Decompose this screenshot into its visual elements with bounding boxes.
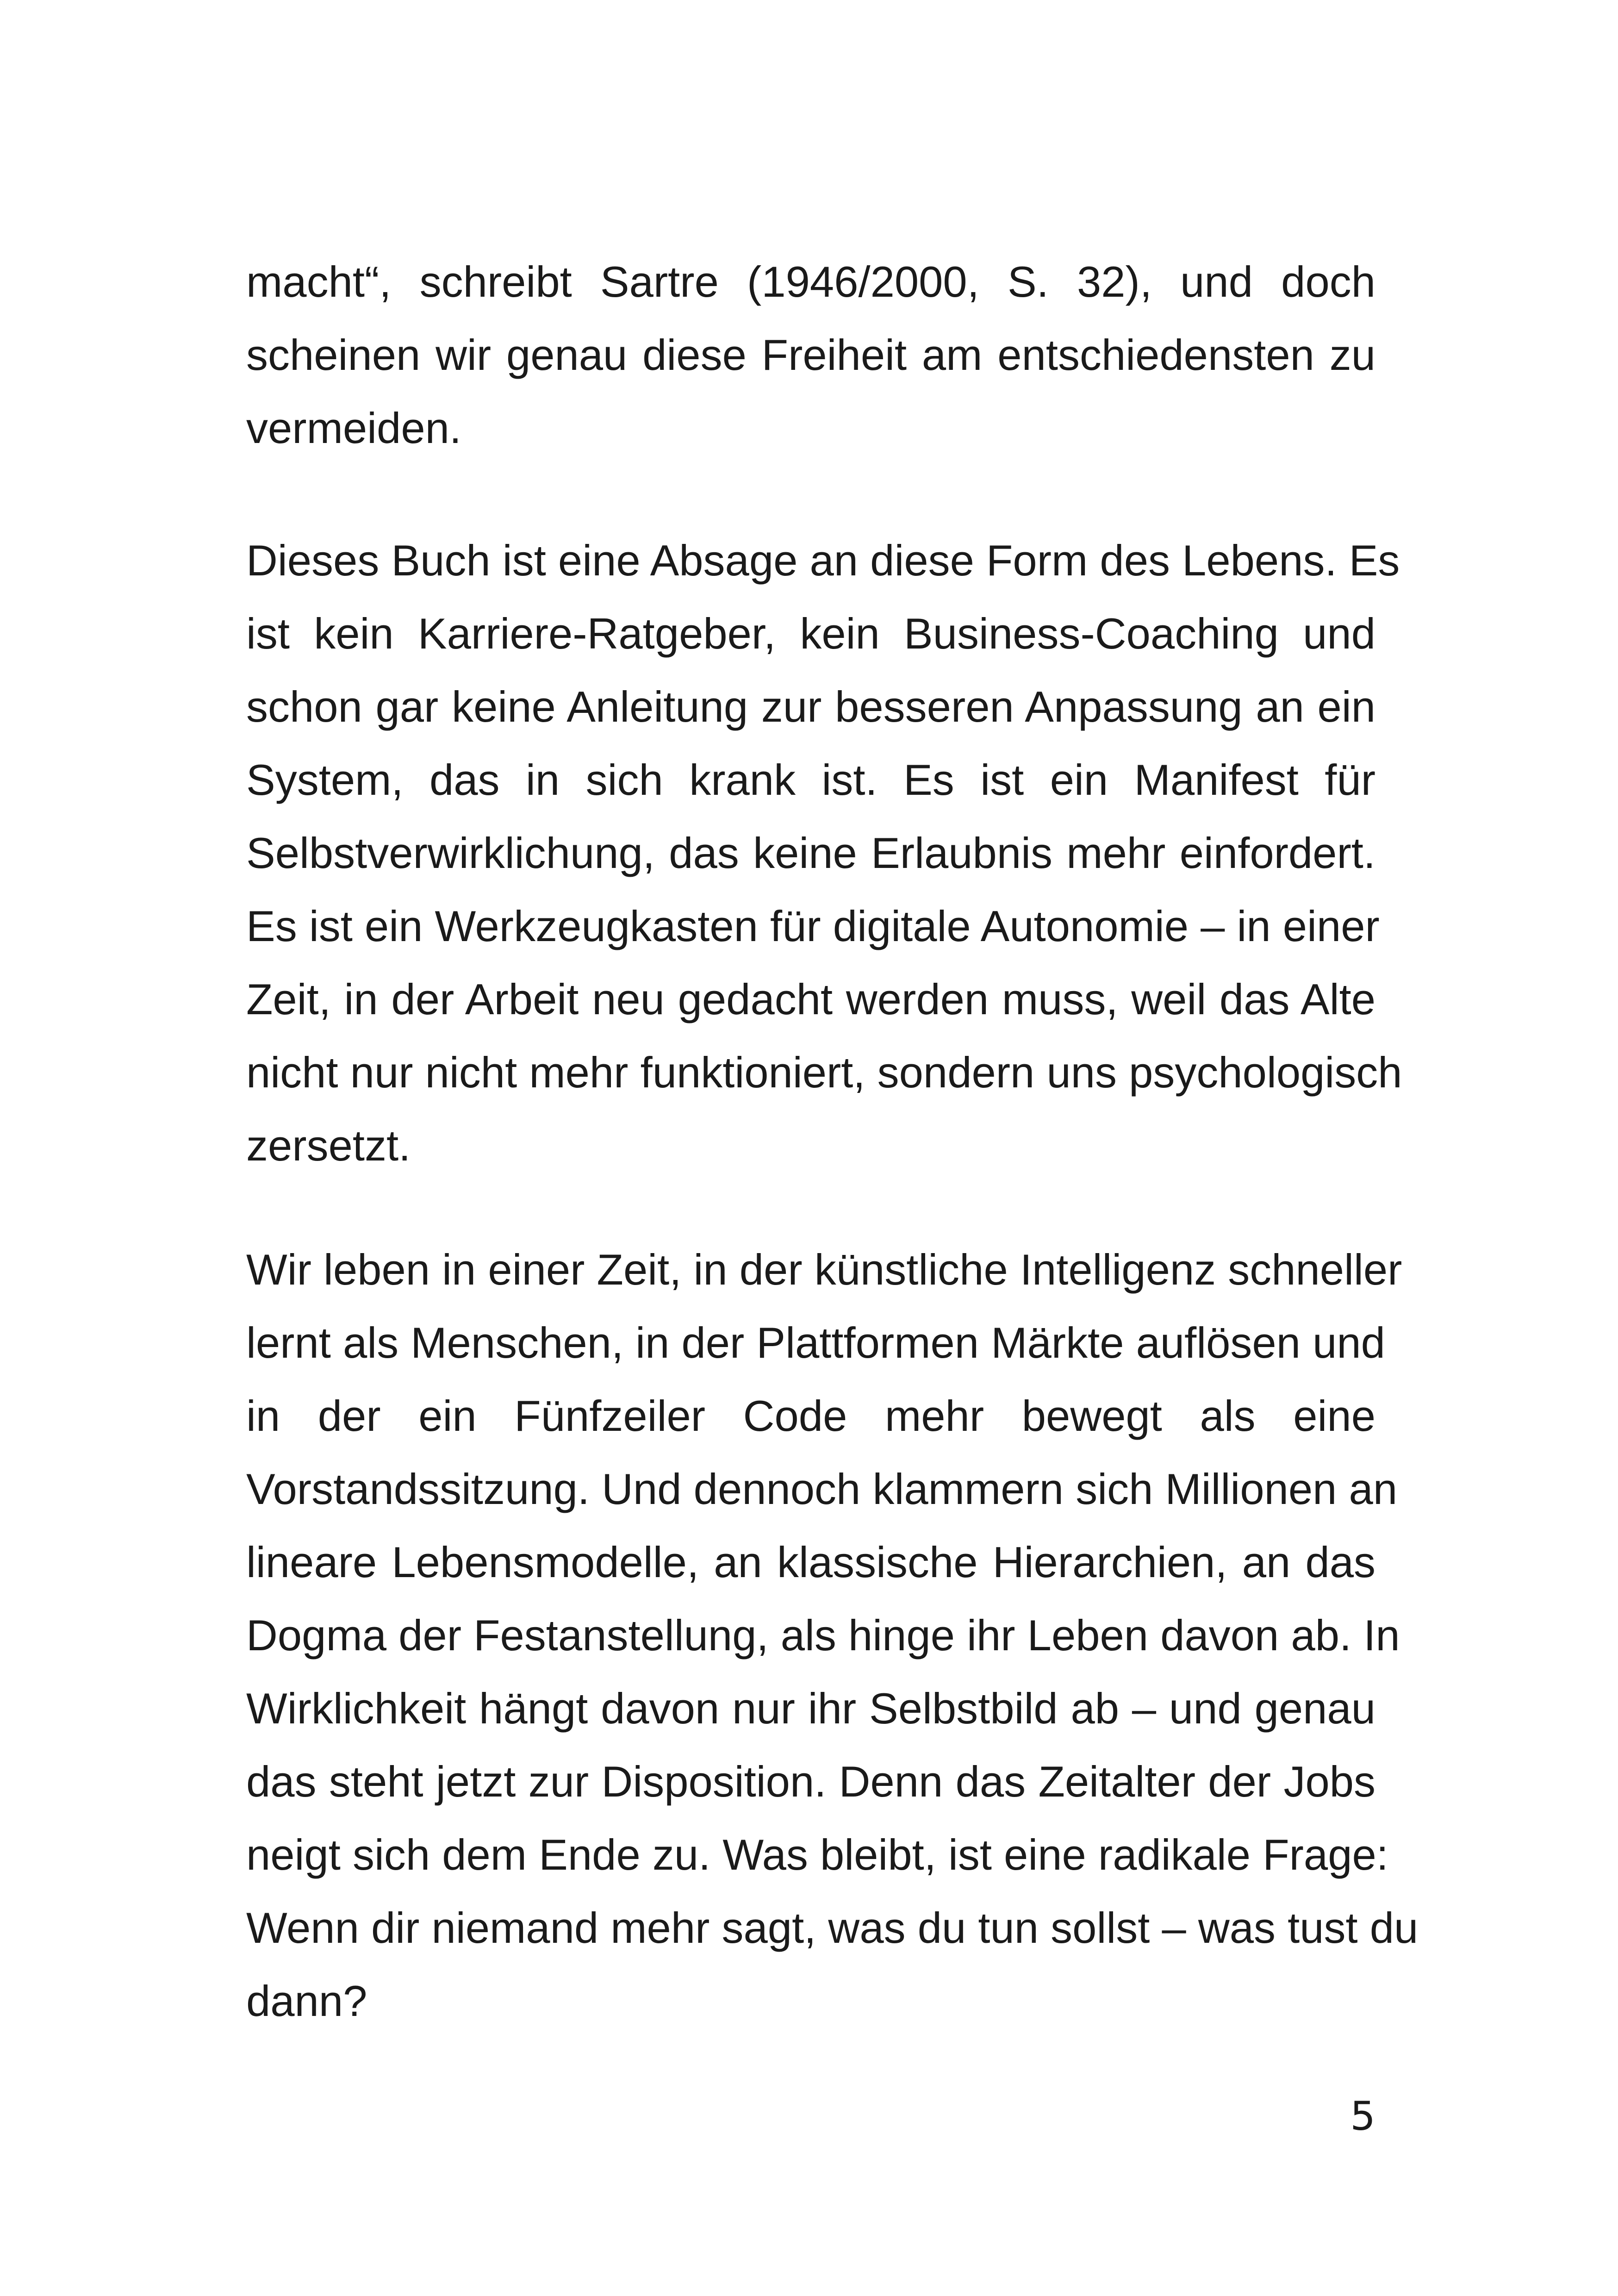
text-line: System, das in sich krank ist. Es ist ein Manifest für [246, 755, 1375, 804]
text-line: in der ein Fünfzeiler Code mehr bewegt als eine [246, 1391, 1375, 1440]
text-line: scheinen wir genau diese Freiheit am entschiedensten zu [246, 331, 1375, 379]
paragraph-1 [246, 245, 1375, 465]
text-line: lernt als Menschen, in der Plattformen Märkte auflösen und [246, 1318, 1385, 1367]
text-line: Dieses Buch ist eine Absage an diese Form des Lebens. Es [246, 536, 1400, 585]
paragraph-2 [246, 524, 1402, 1182]
text-line: Es ist ein Werkzeugkasten für digitale Autonomie – in einer [246, 902, 1380, 950]
text-line: Selbstverwirklichung, das keine Erlaubnis mehr einfordert. [246, 829, 1375, 877]
text-line: lineare Lebensmodelle, an klassische Hierarchien, an das [246, 1538, 1375, 1586]
text-line: macht“, schreibt Sartre (1946/2000, S. 32), und doch [246, 257, 1375, 306]
text-line: Zeit, in der Arbeit neu gedacht werden muss, weil das Alte [246, 975, 1375, 1023]
paragraph-3 [246, 1233, 1419, 2038]
text-line: Wir leben in einer Zeit, in der künstliche Intelligenz schneller [246, 1245, 1402, 1294]
text-line: dann? [246, 1977, 367, 2025]
text-line: Wirklichkeit hängt davon nur ihr Selbstbild ab – und genau [246, 1684, 1375, 1733]
text-line: das steht jetzt zur Disposition. Denn das Zeitalter der Jobs [246, 1757, 1375, 1806]
text-line: zersetzt. [246, 1121, 411, 1170]
page-number: 5 [1350, 2093, 1375, 2140]
text-line: Vorstandssitzung. Und dennoch klammern sich Millionen an [246, 1465, 1398, 1513]
text-line: vermeiden. [246, 404, 461, 452]
text-line: schon gar keine Anleitung zur besseren Anpassung an ein [246, 682, 1375, 731]
text-line: Dogma der Festanstellung, als hinge ihr Leben davon ab. In [246, 1611, 1400, 1660]
text-line: nicht nur nicht mehr funktioniert, sondern uns psychologisch [246, 1048, 1402, 1097]
text-line: neigt sich dem Ende zu. Was bleibt, ist eine radikale Frage: [246, 1830, 1388, 1879]
text-line: ist kein Karriere-Ratgeber, kein Business-Coaching und [246, 609, 1375, 658]
text-line: Wenn dir niemand mehr sagt, was du tun sollst – was tust du [246, 1903, 1419, 1952]
